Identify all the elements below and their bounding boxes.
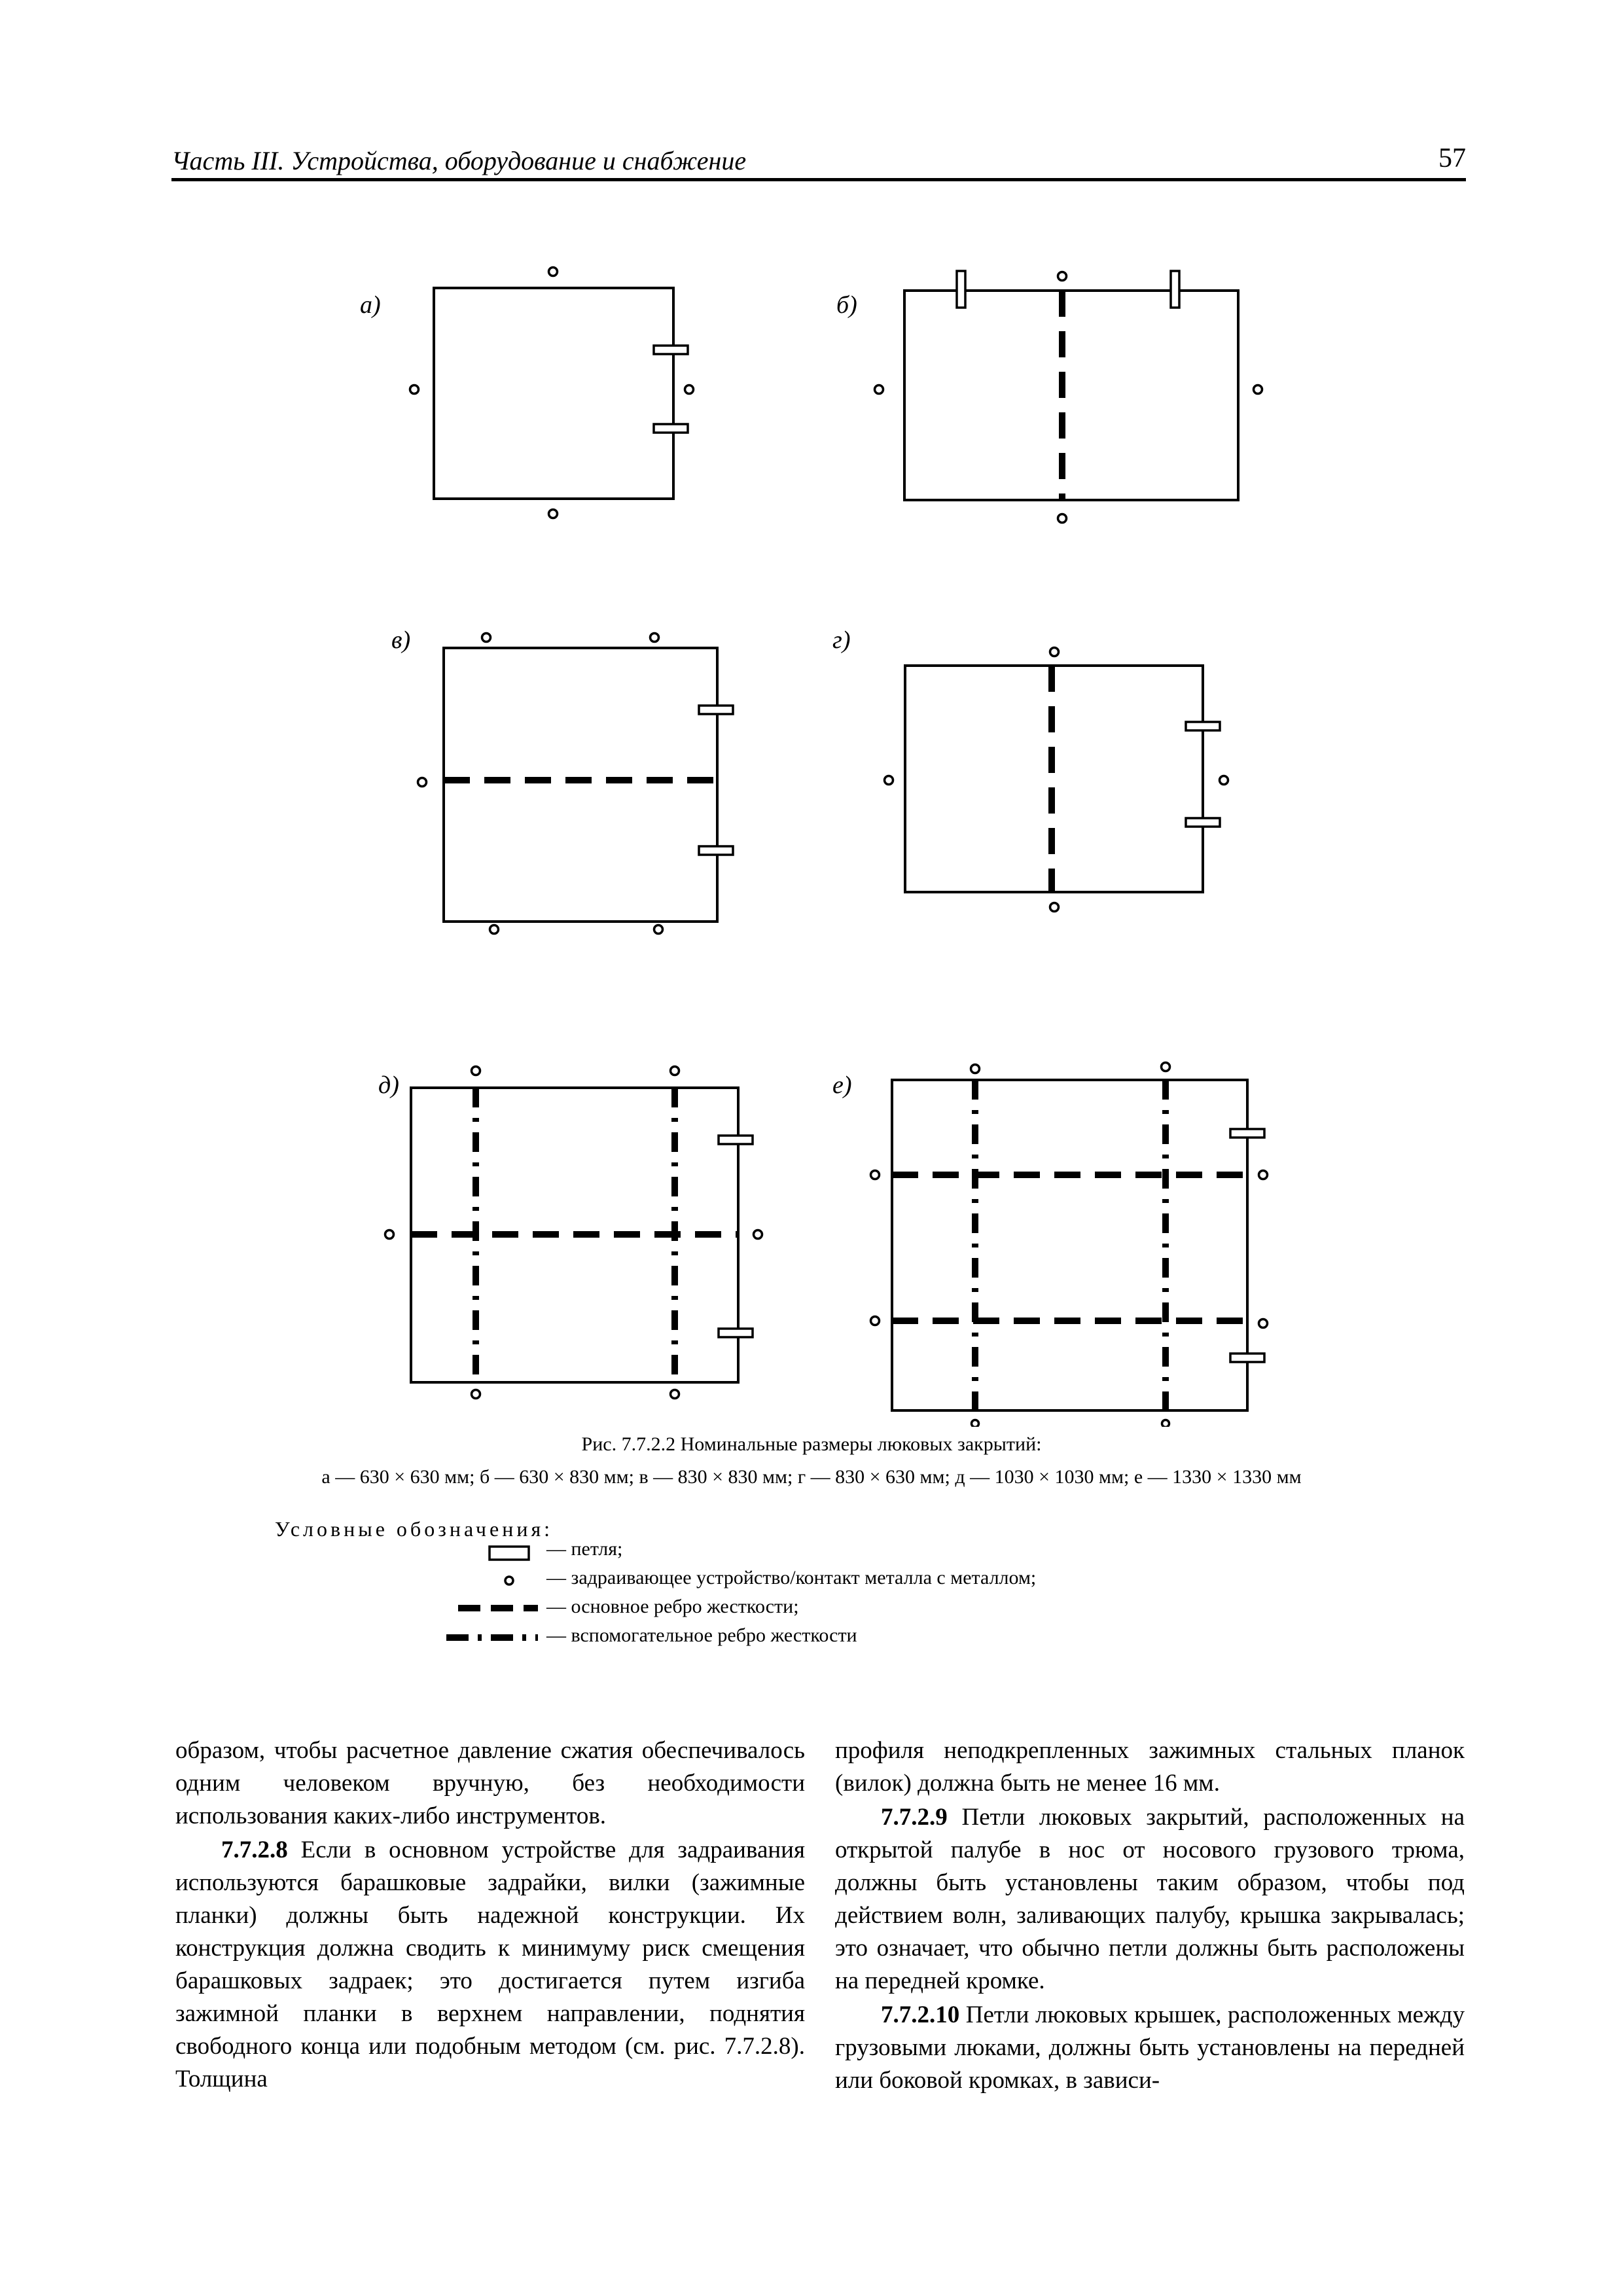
legend-item-main-stiffener: — основное ребро жесткости; bbox=[546, 1596, 799, 1617]
panel-label-g: г) bbox=[832, 626, 851, 654]
cleat-symbol bbox=[871, 1171, 880, 1179]
cleat-symbol bbox=[1162, 1420, 1169, 1427]
panel-label-b: б) bbox=[836, 291, 857, 319]
hinge-symbol bbox=[1230, 1354, 1264, 1362]
hinge-symbol bbox=[1230, 1129, 1264, 1138]
cleat-symbol bbox=[671, 1067, 679, 1075]
cleat-symbol bbox=[1058, 272, 1067, 281]
clause-text: Если в основном устройстве для задраивания используются барашковые задрайки, вилки (зажимные планки) должны быть надежной конструкции. Их конструкция должна сводить к минимуму риск смещения барашковых задраек; это достигается путем изгиба зажимной планки в верхнем направлении, поднятия свободного конца или подобным методом (см. рис. 7.7.2.8). Толщина bbox=[175, 1837, 805, 2092]
cover-outline bbox=[905, 666, 1203, 892]
legend-symbols bbox=[445, 1535, 543, 1653]
paragraph bbox=[175, 1834, 805, 2096]
hinge-symbol bbox=[957, 271, 965, 308]
panel-label-a: а) bbox=[360, 291, 381, 319]
cleat-symbol bbox=[472, 1067, 480, 1075]
cleat-symbol bbox=[1050, 648, 1059, 656]
cleat-symbol bbox=[549, 510, 558, 518]
hinge-symbol bbox=[1171, 271, 1179, 308]
cleat-symbol bbox=[472, 1390, 480, 1399]
cleat-symbol bbox=[1220, 776, 1228, 785]
panel-label-v: в) bbox=[391, 626, 411, 654]
panel-b bbox=[836, 271, 1262, 523]
panel-v bbox=[391, 626, 733, 934]
legend-item-cleat: — задраивающее устройство/контакт металла с металлом; bbox=[546, 1567, 1037, 1588]
cover-outline bbox=[434, 288, 673, 499]
cleat-symbol bbox=[1259, 1171, 1268, 1179]
cleat-symbol bbox=[482, 634, 491, 642]
panel-d bbox=[378, 1067, 762, 1399]
body-column-left bbox=[175, 1734, 805, 2097]
panel-label-d: д) bbox=[378, 1071, 399, 1099]
panel-e bbox=[832, 1063, 1268, 1427]
clause-text: Петли люковых закрытий, расположенных на открытой палубе в нос от носового грузового трюма, должны быть установлены таким образом, чтобы под действием волн, заливающих палубу, крышка закрывалась; это означает, что обычно петли должны быть расположены на передней кромке. bbox=[835, 1804, 1465, 1994]
hinge-symbol bbox=[719, 1136, 753, 1144]
hinge-symbol bbox=[1186, 722, 1220, 730]
panel-g bbox=[832, 626, 1228, 912]
cleat-symbol bbox=[754, 1230, 762, 1239]
panel-a bbox=[360, 268, 694, 518]
legend-cleat-icon bbox=[505, 1577, 513, 1585]
cleat-symbol bbox=[1259, 1319, 1268, 1328]
cover-outline bbox=[904, 291, 1238, 500]
paragraph: образом, чтобы расчетное давление сжатия обеспечивалось одним человеком вручную, без необходимости использования каких-либо инструментов. bbox=[175, 1737, 805, 1829]
cleat-symbol bbox=[654, 925, 663, 934]
cleat-symbol bbox=[410, 386, 419, 394]
paragraph: профиля неподкрепленных зажимных стальных планок (вилок) должна быть не менее 16 мм. bbox=[835, 1737, 1465, 1797]
body-column-right bbox=[835, 1734, 1465, 2098]
cleat-symbol bbox=[651, 634, 659, 642]
hinge-symbol bbox=[1186, 818, 1220, 827]
clause-number: 7.7.2.8 bbox=[221, 1837, 288, 1863]
cleat-symbol bbox=[1162, 1063, 1170, 1071]
running-header-title: Часть III. Устройства, оборудование и снабжение bbox=[171, 146, 747, 175]
cleat-symbol bbox=[685, 386, 694, 394]
figure-caption-title: Рис. 7.7.2.2 Номинальные размеры люковых закрытий: bbox=[581, 1433, 1042, 1455]
paragraph bbox=[835, 1999, 1465, 2097]
cleat-symbol bbox=[885, 776, 893, 785]
legend-hinge-icon bbox=[490, 1547, 529, 1560]
cleat-symbol bbox=[971, 1065, 980, 1073]
hinge-symbol bbox=[654, 424, 688, 433]
hinge-symbol bbox=[654, 346, 688, 354]
cleat-symbol bbox=[671, 1390, 679, 1399]
cleat-symbol bbox=[385, 1230, 394, 1239]
paragraph bbox=[835, 1801, 1465, 1998]
hinge-symbol bbox=[719, 1329, 753, 1337]
page-number: 57 bbox=[1438, 143, 1466, 173]
cleat-symbol bbox=[871, 1317, 880, 1325]
legend-item-aux-stiffener: — вспомогательное ребро жесткости bbox=[546, 1624, 857, 1646]
panel-label-e: е) bbox=[832, 1071, 852, 1099]
hinge-symbol bbox=[699, 706, 733, 714]
cleat-symbol bbox=[490, 925, 499, 934]
clause-number: 7.7.2.9 bbox=[881, 1804, 948, 1831]
cleat-symbol bbox=[1050, 903, 1059, 912]
cleat-symbol bbox=[418, 778, 427, 787]
legend-title: Условные обозначения: bbox=[275, 1517, 554, 1541]
figure-caption-sizes: а — 630 × 630 мм; б — 630 × 830 мм; в — 830 × 830 мм; г — 830 × 630 мм; д — 1030 × 1030 мм; е — 1330 × 1330 мм bbox=[321, 1466, 1302, 1488]
cleat-symbol bbox=[875, 386, 883, 394]
clause-text: Петли люковых крышек, расположенных между грузовыми люками, должны быть установлены на передней или боковой кромках, в зависи- bbox=[835, 2001, 1465, 2094]
cleat-symbol bbox=[549, 268, 558, 276]
cleat-symbol bbox=[1254, 386, 1262, 394]
legend-item-hinge: — петля; bbox=[546, 1538, 623, 1560]
clause-number: 7.7.2.10 bbox=[881, 2001, 960, 2028]
cover-outline bbox=[444, 648, 717, 922]
cover-outline bbox=[892, 1080, 1247, 1410]
cleat-symbol bbox=[972, 1420, 979, 1427]
cleat-symbol bbox=[1058, 514, 1067, 523]
hinge-symbol bbox=[699, 846, 733, 855]
